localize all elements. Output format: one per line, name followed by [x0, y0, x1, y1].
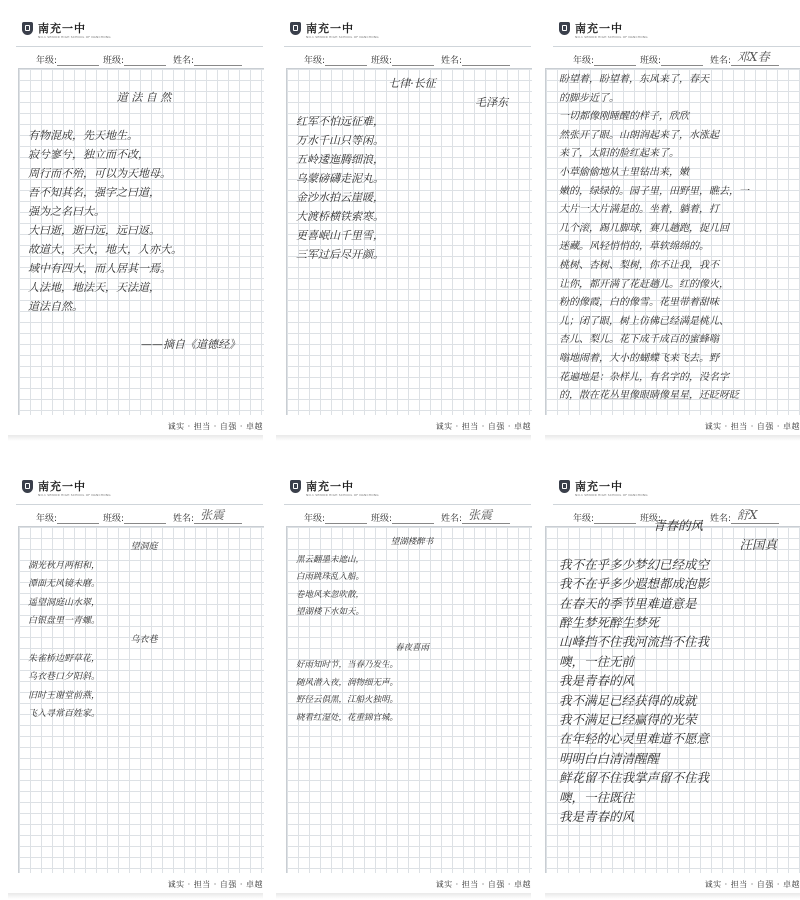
text-line: 道 法 自 然 — [116, 91, 172, 104]
text-line: 让你，都开满了花赶趟儿。红的像火， — [559, 278, 729, 290]
text-line: 大曰逝，逝曰远，远曰返。 — [28, 224, 160, 237]
text-line: 明明白白清清醒醒 — [559, 750, 660, 766]
header-divider — [16, 504, 263, 505]
text-line: 然张开了眼。山朗润起来了，水涨起 — [559, 129, 719, 141]
text-line: 万水千山只等闲。 — [296, 134, 384, 147]
name-field — [441, 508, 510, 524]
class-field — [103, 53, 166, 66]
student-name: 张震 — [468, 508, 493, 522]
text-line: 杏儿、梨儿。花下成千成百的蜜蜂嗡 — [559, 334, 719, 346]
grade-field — [36, 53, 99, 66]
header-divider — [284, 46, 531, 47]
text-line: 遥望洞庭山水翠， — [28, 597, 101, 608]
text-line: 盼望着，盼望着，东风来了，春天 — [559, 74, 709, 85]
handwritten-text — [559, 71, 797, 406]
school-logo-icon — [559, 480, 570, 493]
text-line: 潭面无风镜未磨。 — [28, 579, 101, 590]
text-line: 大渡桥横铁索寒。 — [296, 210, 384, 223]
school-name: 南充一中 — [306, 22, 354, 35]
text-line: 有物混成，先天地生。 — [28, 129, 138, 142]
sheet-header — [8, 8, 263, 46]
text-line: 周行而不殆，可以为天地母。 — [28, 167, 171, 180]
text-line: 寂兮寥兮，独立而不改， — [28, 148, 149, 161]
class-label: 班级: — [103, 56, 125, 66]
text-line: 故道大，天大，地大，人亦大。 — [28, 243, 182, 256]
grade-label: 年级: — [36, 514, 58, 524]
writing-sheet-6 — [545, 466, 800, 891]
text-line: 更喜岷山千里雪， — [296, 229, 384, 242]
grade-label: 年级: — [304, 514, 326, 524]
text-line: 强为之名曰大。 — [28, 205, 105, 218]
student-name: 邓X春 — [737, 50, 770, 64]
class-label: 班级: — [371, 56, 393, 66]
text-line: 人法地，地法天，天法道， — [28, 281, 160, 294]
grade-field — [573, 53, 636, 66]
handwritten-text — [296, 74, 528, 264]
text-line: 朱雀桥边野草花， — [28, 653, 101, 664]
grade-field — [304, 511, 367, 524]
class-field — [371, 53, 434, 66]
school-name: 南充一中 — [306, 480, 354, 493]
class-label: 班级: — [371, 514, 393, 524]
sheet-header — [545, 8, 800, 46]
text-line: 嫩的，绿绿的。园子里，田野里，瞧去，一 — [559, 185, 749, 197]
handwritten-text — [28, 538, 260, 724]
school-name: 南充一中 — [575, 22, 623, 35]
text-line: 来了，太阳的脸红起来了。 — [559, 148, 679, 160]
school-logo-icon — [22, 22, 33, 35]
school-motto: 诚实 · 担当 · 自强 · 卓越 — [435, 422, 531, 431]
text-line: 我不满足已经获得的成就 — [559, 692, 697, 708]
text-line: 春夜喜雨 — [394, 642, 429, 653]
school-logo-icon — [559, 22, 570, 35]
class-label: 班级: — [103, 514, 125, 524]
school-english-name: NO.1 SENIOR HIGH SCHOOL OF NANCHONG — [575, 493, 648, 497]
school-english-name: NO.1 SENIOR HIGH SCHOOL OF NANCHONG — [306, 493, 379, 497]
class-label: 班级: — [640, 56, 662, 66]
student-name: 张震 — [200, 508, 225, 522]
student-name: 舒X — [737, 508, 758, 522]
text-line: 儿；闭了眼，树上仿佛已经满是桃儿、 — [559, 315, 729, 327]
text-line: 野径云俱黑，江船火独明。 — [296, 695, 399, 706]
text-line: 随风潜入夜，润物细无声。 — [296, 677, 399, 688]
name-label: 姓名: — [173, 514, 195, 524]
header-divider — [16, 46, 263, 47]
school-motto: 诚实 · 担当 · 自强 · 卓越 — [435, 880, 531, 889]
text-line: 我是青春的风 — [559, 809, 635, 825]
text-line: 青春的风 — [652, 518, 703, 533]
school-motto: 诚实 · 担当 · 自强 · 卓越 — [167, 422, 263, 431]
text-line: 噢，一往既往 — [559, 789, 635, 805]
grade-field — [304, 53, 367, 66]
text-line: 五岭逶迤腾细浪， — [296, 153, 384, 166]
writing-sheet-1 — [8, 8, 263, 433]
school-logo-icon — [290, 22, 301, 35]
text-line: 的脚步近了。 — [559, 92, 619, 104]
name-field — [173, 508, 242, 524]
class-field — [640, 53, 703, 66]
handwritten-text — [559, 516, 797, 827]
handwritten-text — [296, 534, 528, 728]
text-line: 好雨知时节，当春乃发生。 — [296, 660, 399, 671]
grade-label: 年级: — [304, 56, 326, 66]
text-line: 乌蒙磅礴走泥丸。 — [296, 172, 384, 185]
text-line: 七律·长征 — [388, 77, 436, 90]
writing-sheet-3 — [545, 8, 800, 433]
text-line: 在年轻的心灵里难道不愿意 — [559, 731, 710, 747]
text-line: 黑云翻墨未遮山， — [296, 554, 365, 565]
text-line — [28, 107, 260, 126]
text-line: 乌衣巷 — [130, 634, 158, 645]
grade-label: 年级: — [573, 56, 595, 66]
school-motto: 诚实 · 担当 · 自强 · 卓越 — [167, 880, 263, 889]
text-line: 域中有四大，而人居其一焉。 — [28, 262, 171, 275]
writing-sheet-4 — [8, 466, 263, 891]
text-line: 三军过后尽开颜。 — [296, 248, 384, 261]
school-name: 南充一中 — [575, 480, 623, 493]
name-field — [441, 53, 510, 66]
text-line: 大片一大片满是的。坐着，躺着，打 — [559, 204, 719, 216]
school-english-name: NO.1 SENIOR HIGH SCHOOL OF NANCHONG — [575, 35, 648, 39]
text-line: 几个滚，踢几脚球，赛几趟跑，捉几回 — [559, 222, 729, 234]
school-english-name: NO.1 SENIOR HIGH SCHOOL OF NANCHONG — [38, 35, 111, 39]
class-label: 班级: — [640, 514, 662, 524]
name-field — [173, 53, 242, 66]
text-line: 白银盘里一青螺。 — [28, 616, 101, 627]
text-line: 乌衣巷口夕阳斜。 — [28, 672, 101, 683]
text-line: 迷藏。风轻悄悄的，草软绵绵的。 — [559, 241, 709, 253]
name-label: 姓名: — [173, 56, 195, 66]
school-logo-icon — [290, 480, 301, 493]
school-english-name: NO.1 SENIOR HIGH SCHOOL OF NANCHONG — [306, 35, 379, 39]
name-label: 姓名: — [710, 514, 732, 524]
text-line: 鲜花留不住我掌声留不住我 — [559, 770, 710, 786]
text-line: 红军不怕远征难， — [296, 115, 384, 128]
name-label: 姓名: — [710, 56, 732, 66]
class-field — [371, 511, 434, 524]
header-divider — [553, 46, 800, 47]
text-line: 山峰挡不住我河流挡不住我 — [559, 634, 710, 650]
text-line: 湖光秋月两相和， — [28, 560, 101, 571]
school-logo-icon — [22, 480, 33, 493]
sheet-header — [276, 466, 531, 504]
school-motto: 诚实 · 担当 · 自强 · 卓越 — [704, 422, 800, 431]
text-line: 桃树、杏树、梨树，你不让我，我不 — [559, 259, 719, 271]
school-name: 南充一中 — [38, 22, 86, 35]
name-field — [710, 50, 779, 66]
text-line: 旧时王谢堂前燕， — [28, 690, 101, 701]
sheet-header — [8, 466, 263, 504]
grade-field — [36, 511, 99, 524]
sheet-header — [545, 466, 800, 504]
text-line: 望洞庭 — [130, 542, 158, 552]
text-line — [28, 316, 260, 335]
text-line: 一切都像刚睡醒的样子，欣欣 — [559, 111, 689, 123]
grade-label: 年级: — [36, 56, 58, 66]
text-line: 毛泽东 — [475, 96, 508, 109]
writing-sheet-2 — [276, 8, 531, 433]
text-line: 白雨跳珠乱入船。 — [296, 572, 365, 583]
name-label: 姓名: — [441, 514, 463, 524]
text-line: 嗡地闹着，大小的蝴蝶飞来飞去。野 — [559, 352, 719, 364]
header-divider — [284, 504, 531, 505]
school-name: 南充一中 — [38, 480, 86, 493]
school-english-name: NO.1 SENIOR HIGH SCHOOL OF NANCHONG — [38, 493, 111, 497]
text-line: ——摘自《道德经》 — [141, 338, 240, 351]
text-line — [296, 622, 528, 640]
text-line: 晓看红湿处，花重锦官城。 — [296, 712, 399, 723]
text-line: 望湖楼下水如天。 — [296, 607, 365, 618]
text-line: 汪国真 — [739, 537, 777, 553]
text-line: 我不在乎多少梦幻已经成空 — [559, 556, 710, 572]
sheet-header — [276, 8, 531, 46]
text-line: 我是青春的风 — [559, 673, 635, 689]
class-field — [103, 511, 166, 524]
writing-sheet-5 — [276, 466, 531, 891]
text-line: 道法自然。 — [28, 300, 83, 313]
name-label: 姓名: — [441, 56, 463, 66]
text-line: 醉生梦死醉生梦死 — [559, 615, 660, 631]
text-line: 我不在乎多少遐想都成泡影 — [559, 576, 710, 592]
text-line: 金沙水拍云崖暖， — [296, 191, 384, 204]
school-motto: 诚实 · 担当 · 自强 · 卓越 — [704, 880, 800, 889]
text-line: 粉的像霞，白的像雪。花里带着甜味 — [559, 297, 719, 309]
grade-label: 年级: — [573, 514, 595, 524]
text-line: 小草偷偷地从土里钻出来，嫩 — [559, 166, 689, 178]
text-line: 卷地风来忽吹散， — [296, 589, 365, 600]
text-line: 噢，一往无前 — [559, 653, 635, 669]
text-line: 在春天的季节里难道意是 — [559, 595, 697, 611]
handwritten-text — [28, 88, 260, 354]
text-line: 的，散在花丛里像眼睛像星星，还眨呀眨 — [559, 390, 739, 402]
header-divider — [553, 504, 800, 505]
text-line: 飞入寻常百姓家。 — [28, 709, 101, 720]
text-line: 花遍地是：杂样儿，有名字的，没名字 — [559, 371, 729, 383]
text-line: 吾不知其名，强字之曰道， — [28, 186, 160, 199]
text-line: 望湖楼醉书 — [390, 537, 434, 547]
text-line: 我不满足已经赢得的光荣 — [559, 712, 697, 728]
